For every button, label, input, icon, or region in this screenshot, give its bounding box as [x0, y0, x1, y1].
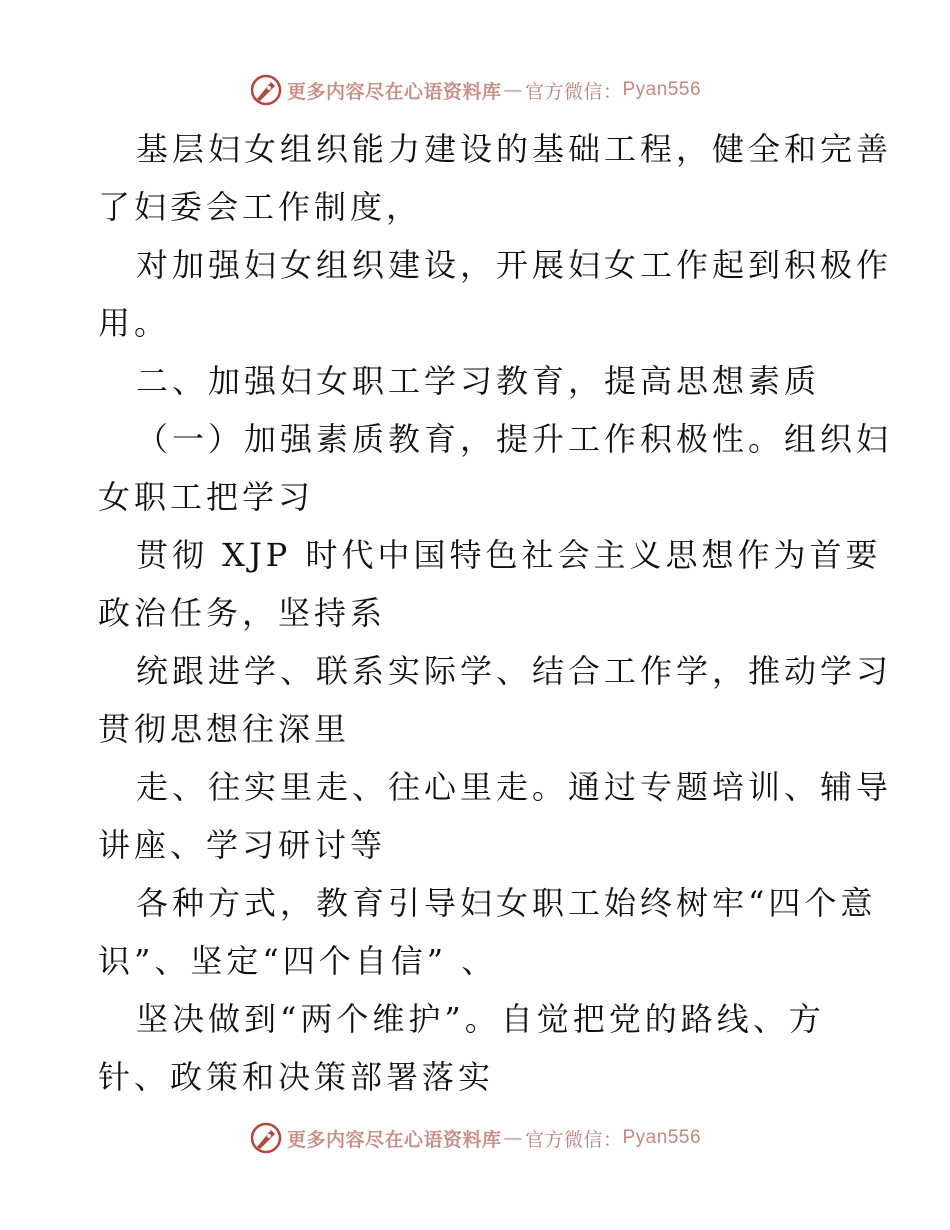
body-text-line: 讲座、学习研讨等 [98, 826, 387, 864]
body-text-line: 女职工把学习 [98, 478, 315, 516]
footer-wechat-id: Pyan556 [622, 1127, 702, 1148]
body-text-line: 对加强妇女组织建设，开展妇女工作起到积极作 [136, 246, 893, 284]
body-text-line: 了妇委会工作制度， [98, 188, 423, 226]
document-body [98, 120, 893, 1106]
header-banner-text [287, 77, 701, 104]
footer-separator: — [503, 1127, 523, 1149]
header-wechat-label: 官方微信： [524, 80, 623, 103]
body-text-line: 用。 [98, 304, 171, 342]
body-text-line: 贯彻思想往深里 [98, 710, 351, 748]
pen-nib-logo-icon [249, 1121, 283, 1155]
body-text-line: 走、往实里走、往心里走。通过专题培训、辅导 [136, 768, 893, 806]
footer-site-name: 更多内容尽在心语资料库 [286, 1128, 502, 1151]
body-text-line: 基层妇女组织能力建设的基础工程，健全和完善 [136, 130, 893, 168]
body-text-line: 坚决做到“两个维护”。自觉把党的路线、方 [136, 1000, 825, 1038]
body-text-line: 针、政策和决策部署落实 [98, 1058, 495, 1096]
header-watermark-banner [0, 70, 950, 110]
header-site-name: 更多内容尽在心语资料库 [286, 80, 502, 103]
body-text-line: 贯彻 XJP 时代中国特色社会主义思想作为首要 [136, 536, 882, 574]
footer-wechat-label: 官方微信： [524, 1128, 623, 1151]
header-wechat-id: Pyan556 [622, 79, 702, 100]
header-separator: — [503, 79, 523, 101]
body-text-line: 统跟进学、联系实际学、结合工作学，推动学习 [136, 652, 893, 690]
body-text-line: 政治任务，坚持系 [98, 594, 387, 632]
body-text-line: （一）加强素质教育，提升工作积极性。组织妇 [136, 420, 893, 458]
pen-nib-logo-icon [249, 73, 283, 107]
footer-banner-text [287, 1125, 701, 1152]
body-text-line: 各种方式，教育引导妇女职工始终树牢“四个意 [136, 884, 877, 922]
body-text-line: 识”、坚定“四个自信” 、 [98, 942, 498, 980]
body-text-line: 二、加强妇女职工学习教育，提高思想素质 [136, 362, 821, 400]
footer-watermark-banner [0, 1118, 950, 1158]
